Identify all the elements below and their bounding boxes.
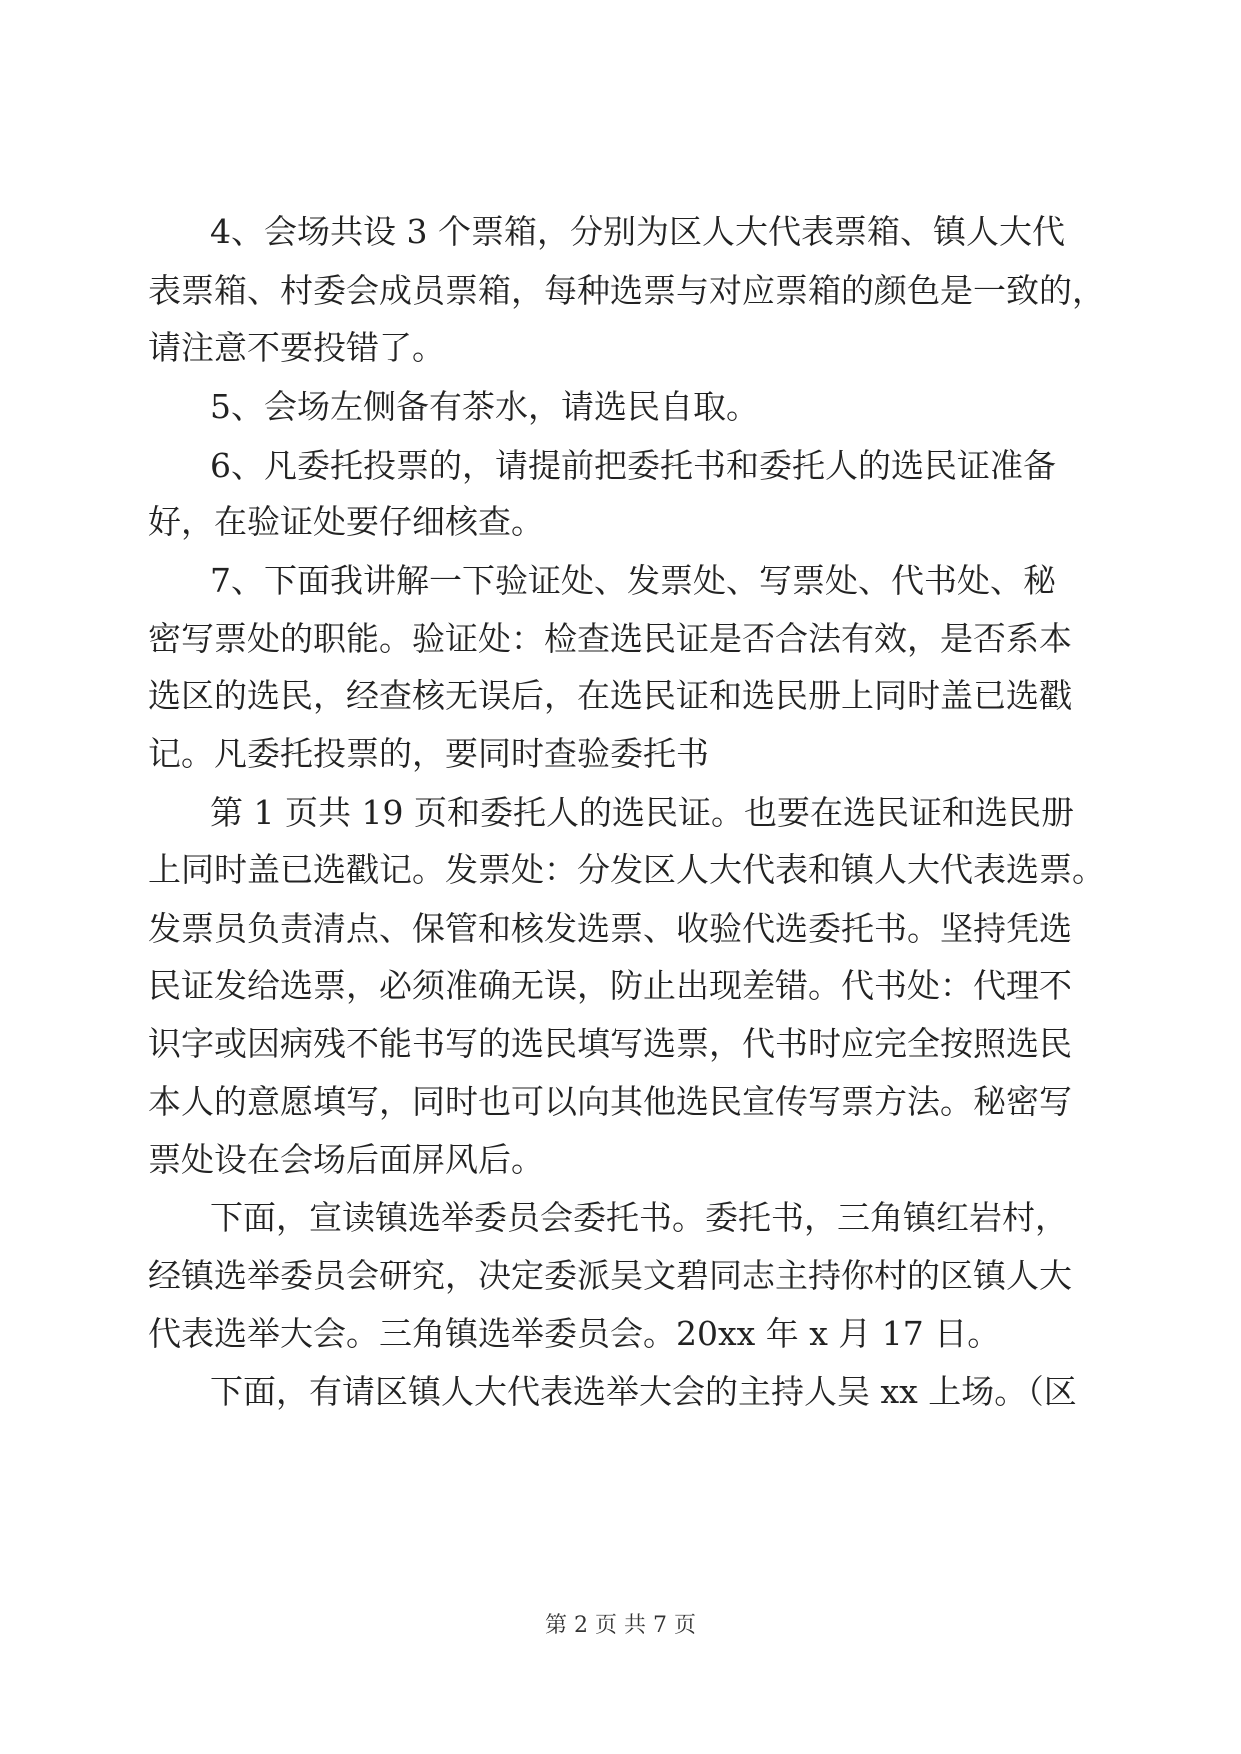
text-line: 本人的意愿填写，同时也可以向其他选民宣传写票方法。秘密写 <box>148 1082 1072 1121</box>
text-line: 发票员负责清点、保管和核发选票、收验代选委托书。坚持凭选 <box>148 909 1072 948</box>
text-line: 请注意不要投错了。 <box>148 328 445 367</box>
text-line: 记。凡委托投票的，要同时查验委托书 <box>148 734 709 773</box>
text-line: 5、会场左侧备有茶水，请选民自取。 <box>210 387 759 426</box>
text-line: 民证发给选票，必须准确无误，防止出现差错。代书处：代理不 <box>148 966 1072 1005</box>
text-line: 识字或因病残不能书写的选民填写选票，代书时应完全按照选民 <box>148 1024 1072 1063</box>
text-line: 票处设在会场后面屏风后。 <box>148 1140 544 1179</box>
text-line: 上同时盖已选戳记。发票处：分发区人大代表和镇人大代表选票。 <box>148 850 1105 889</box>
text-line: 表票箱、村委会成员票箱，每种选票与对应票箱的颜色是一致的， <box>148 271 1105 310</box>
text-line: 6、凡委托投票的，请提前把委托书和委托人的选民证准备 <box>210 446 1056 485</box>
text-line: 密写票处的职能。验证处：检查选民证是否合法有效，是否系本 <box>148 619 1072 658</box>
page-footer: 第 2 页 共 7 页 <box>545 1613 696 1638</box>
text-line: 下面，有请区镇人大代表选举大会的主持人吴 xx 上场。（区 <box>210 1372 1077 1411</box>
text-line: 4、会场共设 3 个票箱，分别为区人大代表票箱、镇人大代 <box>210 212 1065 251</box>
text-line: 代表选举大会。三角镇选举委员会。20xx 年 x 月 17 日。 <box>148 1314 1001 1353</box>
text-line: 下面，宣读镇选举委员会委托书。委托书，三角镇红岩村， <box>210 1198 1068 1237</box>
text-line: 选区的选民，经查核无误后，在选民证和选民册上同时盖已选戳 <box>148 676 1072 715</box>
text-line: 第 1 页共 19 页和委托人的选民证。也要在选民证和选民册 <box>210 793 1074 832</box>
text-line: 好，在验证处要仔细核查。 <box>148 502 544 541</box>
text-line: 经镇选举委员会研究，决定委派吴文碧同志主持你村的区镇人大 <box>148 1256 1072 1295</box>
text-line: 7、下面我讲解一下验证处、发票处、写票处、代书处、秘 <box>210 561 1056 600</box>
